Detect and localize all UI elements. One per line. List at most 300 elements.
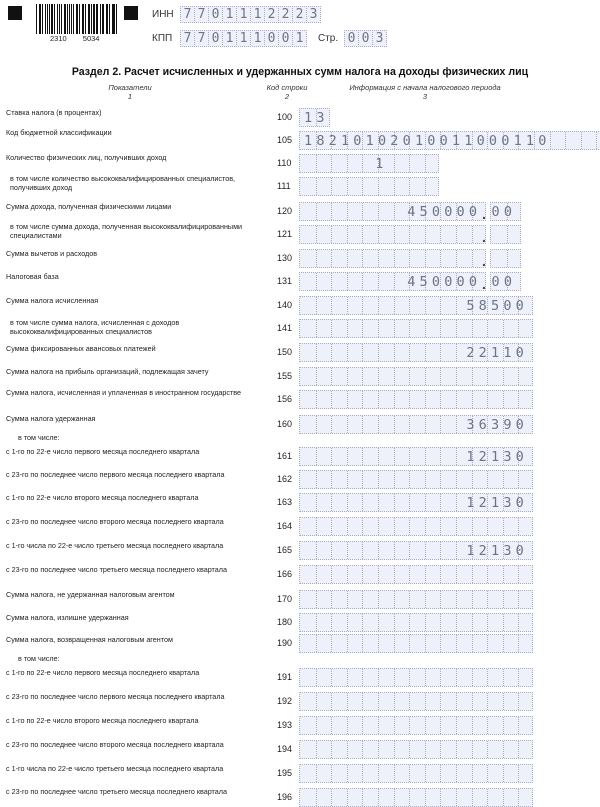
- row-label-192: с 23-го по последнее число первого месяца последнего квартала: [6, 693, 268, 702]
- cell-divider: [331, 494, 332, 511]
- digit-cell: 7: [194, 30, 209, 47]
- cell-divider: [456, 566, 457, 583]
- cell-divider: [507, 226, 508, 243]
- cell-divider: [425, 566, 426, 583]
- cell-divider: [425, 391, 426, 408]
- cell-divider: [331, 368, 332, 385]
- row-field-193[interactable]: [299, 716, 533, 735]
- cell-divider: [331, 226, 332, 243]
- cell-divider: [503, 693, 504, 710]
- cell-divider: [503, 471, 504, 488]
- page-number-field[interactable]: [344, 30, 386, 47]
- cell-divider: [409, 391, 410, 408]
- cell-divider: [362, 765, 363, 782]
- row-label-130: Сумма вычетов и расходов: [6, 250, 268, 259]
- cell-divider: [347, 391, 348, 408]
- digit-cell: 7: [194, 6, 209, 23]
- cell-divider: [378, 178, 379, 195]
- barcode-bar: [83, 4, 84, 34]
- cell-divider: [394, 741, 395, 758]
- cell-divider: [331, 741, 332, 758]
- cell-divider: [362, 614, 363, 631]
- cell-divider: [378, 614, 379, 631]
- row-label-166: с 23-го по последнее число третьего месяца последнего квартала: [6, 566, 268, 575]
- row-code-191: 191: [277, 672, 299, 682]
- digit-cell: 1: [222, 30, 237, 47]
- row-value-150: 22110: [466, 344, 528, 362]
- cell-divider: [518, 669, 519, 686]
- cell-divider: [409, 416, 410, 433]
- cell-divider: [316, 297, 317, 314]
- row-label-156: Сумма налога, исчисленная и уплаченная в иностранном государстве: [6, 389, 268, 398]
- row-field-165[interactable]: [299, 541, 533, 560]
- cell-divider: [472, 669, 473, 686]
- cell-divider: [565, 132, 566, 149]
- cell-divider: [316, 471, 317, 488]
- cell-divider: [503, 635, 504, 652]
- cell-divider: [409, 178, 410, 195]
- cell-divider: [518, 368, 519, 385]
- cell-divider: [472, 368, 473, 385]
- row-code-156: 156: [277, 394, 299, 404]
- cell-divider: [331, 765, 332, 782]
- row-value-161: 12130: [466, 448, 528, 466]
- cell-divider: [378, 591, 379, 608]
- row-field-192[interactable]: [299, 692, 533, 711]
- barcode-bar: [100, 4, 101, 34]
- cell-divider: [503, 765, 504, 782]
- row-field-131[interactable]: [299, 272, 486, 291]
- row-decimals-field-131[interactable]: [490, 272, 521, 291]
- row-code-196: 196: [277, 792, 299, 802]
- cell-divider: [456, 635, 457, 652]
- cell-divider: [425, 155, 426, 172]
- digit-cell: 0: [358, 30, 373, 47]
- row-field-164[interactable]: [299, 517, 533, 536]
- cell-divider: [456, 344, 457, 361]
- cell-divider: [347, 789, 348, 806]
- row-label-190: Сумма налога, возвращенная налоговым агентом: [6, 636, 268, 645]
- cell-divider: [316, 416, 317, 433]
- cell-divider: [456, 765, 457, 782]
- row-code-192: 192: [277, 696, 299, 706]
- cell-divider: [409, 448, 410, 465]
- cell-divider: [394, 789, 395, 806]
- cell-divider: [425, 789, 426, 806]
- barcode-number: 2310 5034: [50, 34, 99, 43]
- row-code-195: 195: [277, 768, 299, 778]
- cell-divider: [316, 566, 317, 583]
- digit-cell: 1: [250, 30, 265, 47]
- row-label-165: с 1-го числа по 22-е число третьего месяца последнего квартала: [6, 542, 268, 551]
- row-field-120[interactable]: [299, 202, 486, 221]
- cell-divider: [316, 391, 317, 408]
- cell-divider: [378, 717, 379, 734]
- cell-divider: [362, 273, 363, 290]
- row-field-191[interactable]: [299, 668, 533, 687]
- cell-divider: [378, 297, 379, 314]
- cell-divider: [394, 448, 395, 465]
- cell-divider: [378, 669, 379, 686]
- cell-divider: [487, 717, 488, 734]
- cell-divider: [440, 741, 441, 758]
- cell-divider: [378, 250, 379, 267]
- cell-divider: [440, 789, 441, 806]
- cell-divider: [518, 471, 519, 488]
- cell-divider: [362, 226, 363, 243]
- cell-divider: [456, 416, 457, 433]
- cell-divider: [394, 693, 395, 710]
- row-label-121: в том числе сумма дохода, полученная высококвалифицированными специалистами: [10, 223, 272, 240]
- row-code-141: 141: [277, 323, 299, 333]
- row-field-121[interactable]: [299, 225, 486, 244]
- cell-divider: [503, 717, 504, 734]
- row-decimals-131: 00: [492, 273, 517, 291]
- barcode-bar: [65, 4, 66, 34]
- cell-divider: [331, 155, 332, 172]
- cell-divider: [394, 155, 395, 172]
- cell-divider: [347, 178, 348, 195]
- cell-divider: [331, 250, 332, 267]
- cell-divider: [316, 789, 317, 806]
- row-field-170[interactable]: [299, 590, 533, 609]
- cell-divider: [487, 591, 488, 608]
- cell-divider: [425, 669, 426, 686]
- cell-divider: [347, 542, 348, 559]
- decimal-point: .: [482, 253, 486, 272]
- row-code-194: 194: [277, 744, 299, 754]
- row-label-162: с 23-го по последнее число первого месяца последнего квартала: [6, 471, 268, 480]
- cell-divider: [425, 693, 426, 710]
- cell-divider: [409, 635, 410, 652]
- cell-divider: [378, 320, 379, 337]
- row-field-155[interactable]: [299, 367, 533, 386]
- row-field-190[interactable]: [299, 634, 533, 653]
- row-label-105: Код бюджетной классификации: [6, 129, 268, 138]
- row-field-194[interactable]: [299, 740, 533, 759]
- cell-divider: [316, 448, 317, 465]
- row-label-196: с 23-го по последнее число третьего месяца последнего квартала: [6, 788, 268, 797]
- cell-divider: [409, 368, 410, 385]
- cell-divider: [331, 518, 332, 535]
- cell-divider: [487, 368, 488, 385]
- cell-divider: [472, 471, 473, 488]
- cell-divider: [362, 250, 363, 267]
- cell-divider: [378, 203, 379, 220]
- cell-divider: [394, 178, 395, 195]
- cell-divider: [347, 471, 348, 488]
- row-code-121: 121: [277, 229, 299, 239]
- row-field-140[interactable]: [299, 296, 533, 315]
- cell-divider: [487, 693, 488, 710]
- cell-divider: [394, 273, 395, 290]
- cell-divider: [347, 368, 348, 385]
- kpp-field[interactable]: [180, 30, 306, 47]
- digit-cell: 2: [278, 6, 293, 23]
- cell-divider: [347, 669, 348, 686]
- cell-divider: [425, 765, 426, 782]
- cell-divider: [487, 320, 488, 337]
- cell-divider: [518, 566, 519, 583]
- row-field-141[interactable]: [299, 319, 533, 338]
- cell-divider: [425, 320, 426, 337]
- cell-divider: [456, 741, 457, 758]
- cell-divider: [440, 669, 441, 686]
- cell-divider: [331, 391, 332, 408]
- row-field-110[interactable]: [299, 154, 439, 173]
- cell-divider: [347, 416, 348, 433]
- cell-divider: [518, 591, 519, 608]
- cell-divider: [487, 391, 488, 408]
- row-field-180[interactable]: [299, 613, 533, 632]
- cell-divider: [316, 203, 317, 220]
- row-field-150[interactable]: [299, 343, 533, 362]
- cell-divider: [362, 669, 363, 686]
- cell-divider: [409, 250, 410, 267]
- row-code-110: 110: [277, 158, 299, 168]
- cell-divider: [362, 155, 363, 172]
- cell-divider: [331, 416, 332, 433]
- digit-cell: 1: [222, 6, 237, 23]
- cell-divider: [440, 635, 441, 652]
- cell-divider: [347, 717, 348, 734]
- row-field-160[interactable]: [299, 415, 533, 434]
- cell-divider: [394, 250, 395, 267]
- digit-cell: 0: [208, 30, 223, 47]
- row-label-155: Сумма налога на прибыль организаций, подлежащая зачету: [6, 368, 268, 377]
- cell-divider: [487, 789, 488, 806]
- cell-divider: [487, 635, 488, 652]
- cell-divider: [503, 566, 504, 583]
- cell-divider: [378, 391, 379, 408]
- cell-divider: [316, 518, 317, 535]
- row-field-105[interactable]: [299, 131, 600, 150]
- cell-divider: [456, 494, 457, 511]
- row-code-120: 120: [277, 206, 299, 216]
- barcode-bar: [45, 4, 46, 34]
- row-label-193: с 1-го по 22-е число второго месяца последнего квартала: [6, 717, 268, 726]
- digit-cell: 7: [180, 6, 195, 23]
- cell-divider: [331, 471, 332, 488]
- corner-marker-right: [124, 6, 138, 20]
- cell-divider: [362, 344, 363, 361]
- cell-divider: [503, 368, 504, 385]
- cell-divider: [394, 344, 395, 361]
- inn-field[interactable]: [180, 6, 320, 23]
- cell-divider: [456, 669, 457, 686]
- cell-divider: [425, 368, 426, 385]
- cell-divider: [440, 693, 441, 710]
- cell-divider: [518, 391, 519, 408]
- row-field-111[interactable]: [299, 177, 439, 196]
- row-field-163[interactable]: [299, 493, 533, 512]
- col-indicators-num: 1: [90, 92, 170, 101]
- cell-divider: [409, 471, 410, 488]
- cell-divider: [362, 178, 363, 195]
- row-value-165: 12130: [466, 542, 528, 560]
- row-decimals-field-120[interactable]: [490, 202, 521, 221]
- cell-divider: [425, 344, 426, 361]
- cell-divider: [394, 471, 395, 488]
- cell-divider: [456, 250, 457, 267]
- barcode-bar: [54, 4, 55, 34]
- row-label-120: Сумма дохода, полученная физическими лицами: [6, 203, 268, 212]
- barcode-bar: [93, 4, 94, 34]
- cell-divider: [425, 226, 426, 243]
- digit-cell: 1: [292, 30, 307, 47]
- cell-divider: [347, 494, 348, 511]
- cell-divider: [362, 635, 363, 652]
- cell-divider: [425, 717, 426, 734]
- cell-divider: [316, 273, 317, 290]
- cell-divider: [425, 471, 426, 488]
- row-code-165: 165: [277, 545, 299, 555]
- cell-divider: [503, 669, 504, 686]
- row-field-196[interactable]: [299, 788, 533, 807]
- cell-divider: [456, 471, 457, 488]
- cell-divider: [425, 518, 426, 535]
- col-info-label: Информация с начала налогового периода: [335, 83, 515, 92]
- cell-divider: [316, 635, 317, 652]
- barcode-bar: [107, 4, 108, 34]
- cell-divider: [394, 635, 395, 652]
- cell-divider: [347, 344, 348, 361]
- row-label-141: в том числе сумма налога, исчисленная с доходов высококвалифицированных специалистов: [10, 319, 272, 336]
- cell-divider: [472, 391, 473, 408]
- cell-divider: [394, 203, 395, 220]
- digit-cell: 3: [306, 6, 321, 23]
- col-info: [335, 83, 515, 101]
- cell-divider: [472, 765, 473, 782]
- cell-divider: [378, 344, 379, 361]
- cell-divider: [394, 368, 395, 385]
- barcode-bar: [89, 4, 90, 34]
- cell-divider: [394, 518, 395, 535]
- cell-divider: [347, 448, 348, 465]
- cell-divider: [378, 368, 379, 385]
- row-label-160: Сумма налога удержанная: [6, 415, 268, 424]
- cell-divider: [456, 448, 457, 465]
- cell-divider: [503, 518, 504, 535]
- row-value-160: 36390: [466, 416, 528, 434]
- row-label-140: Сумма налога исчисленная: [6, 297, 268, 306]
- row-decimals-field-121[interactable]: [490, 225, 521, 244]
- digit-cell: 2: [264, 6, 279, 23]
- cell-divider: [440, 518, 441, 535]
- cell-divider: [362, 717, 363, 734]
- cell-divider: [518, 765, 519, 782]
- barcode-bar: [59, 4, 60, 34]
- cell-divider: [347, 297, 348, 314]
- barcode-bar: [106, 4, 107, 34]
- cell-divider: [316, 226, 317, 243]
- row-field-130[interactable]: [299, 249, 486, 268]
- row-field-156[interactable]: [299, 390, 533, 409]
- cell-divider: [394, 226, 395, 243]
- cell-divider: [518, 741, 519, 758]
- kpp-label: КПП: [152, 33, 172, 44]
- cell-divider: [316, 591, 317, 608]
- cell-divider: [409, 155, 410, 172]
- cell-divider: [378, 273, 379, 290]
- digit-cell: 1: [236, 30, 251, 47]
- row-code-163: 163: [277, 497, 299, 507]
- cell-divider: [425, 297, 426, 314]
- cell-divider: [409, 717, 410, 734]
- barcode-bar: [52, 4, 53, 34]
- row-code-193: 193: [277, 720, 299, 730]
- row-field-162[interactable]: [299, 470, 533, 489]
- cell-divider: [362, 448, 363, 465]
- cell-divider: [331, 344, 332, 361]
- cell-divider: [347, 741, 348, 758]
- cell-divider: [362, 542, 363, 559]
- cell-divider: [440, 297, 441, 314]
- cell-divider: [503, 320, 504, 337]
- cell-divider: [503, 391, 504, 408]
- row-field-195[interactable]: [299, 764, 533, 783]
- cell-divider: [487, 471, 488, 488]
- row-label-110: Количество физических лиц, получивших доход: [6, 154, 268, 163]
- cell-divider: [503, 741, 504, 758]
- row-field-166[interactable]: [299, 565, 533, 584]
- cell-divider: [331, 203, 332, 220]
- cell-divider: [347, 693, 348, 710]
- cell-divider: [378, 471, 379, 488]
- cell-divider: [378, 741, 379, 758]
- cell-divider: [378, 518, 379, 535]
- row-label-164: с 23-го по последнее число второго месяца последнего квартала: [6, 518, 268, 527]
- cell-divider: [456, 226, 457, 243]
- cell-divider: [316, 614, 317, 631]
- row-label-180: Сумма налога, излишне удержанная: [6, 614, 268, 623]
- cell-divider: [347, 226, 348, 243]
- cell-divider: [347, 635, 348, 652]
- cell-divider: [456, 591, 457, 608]
- cell-divider: [456, 368, 457, 385]
- cell-divider: [456, 789, 457, 806]
- page-label: Стр.: [318, 33, 338, 44]
- cell-divider: [409, 741, 410, 758]
- row-code-180: 180: [277, 617, 299, 627]
- cell-divider: [440, 494, 441, 511]
- row-label-163: с 1-го по 22-е число второго месяца последнего квартала: [6, 494, 268, 503]
- cell-divider: [394, 765, 395, 782]
- row-field-161[interactable]: [299, 447, 533, 466]
- cell-divider: [347, 765, 348, 782]
- barcode-bar: [113, 4, 114, 34]
- cell-divider: [362, 368, 363, 385]
- cell-divider: [316, 494, 317, 511]
- digit-cell: 1: [236, 6, 251, 23]
- cell-divider: [316, 542, 317, 559]
- row-value-163: 12130: [466, 494, 528, 512]
- cell-divider: [425, 741, 426, 758]
- cell-divider: [394, 717, 395, 734]
- digit-cell: 0: [208, 6, 223, 23]
- row-field-100[interactable]: [299, 108, 330, 127]
- row-code-140: 140: [277, 300, 299, 310]
- cell-divider: [316, 765, 317, 782]
- cell-divider: [456, 297, 457, 314]
- cell-divider: [487, 566, 488, 583]
- row-decimals-field-130[interactable]: [490, 249, 521, 268]
- cell-divider: [394, 591, 395, 608]
- cell-divider: [331, 297, 332, 314]
- cell-divider: [331, 566, 332, 583]
- cell-divider: [362, 203, 363, 220]
- cell-divider: [378, 765, 379, 782]
